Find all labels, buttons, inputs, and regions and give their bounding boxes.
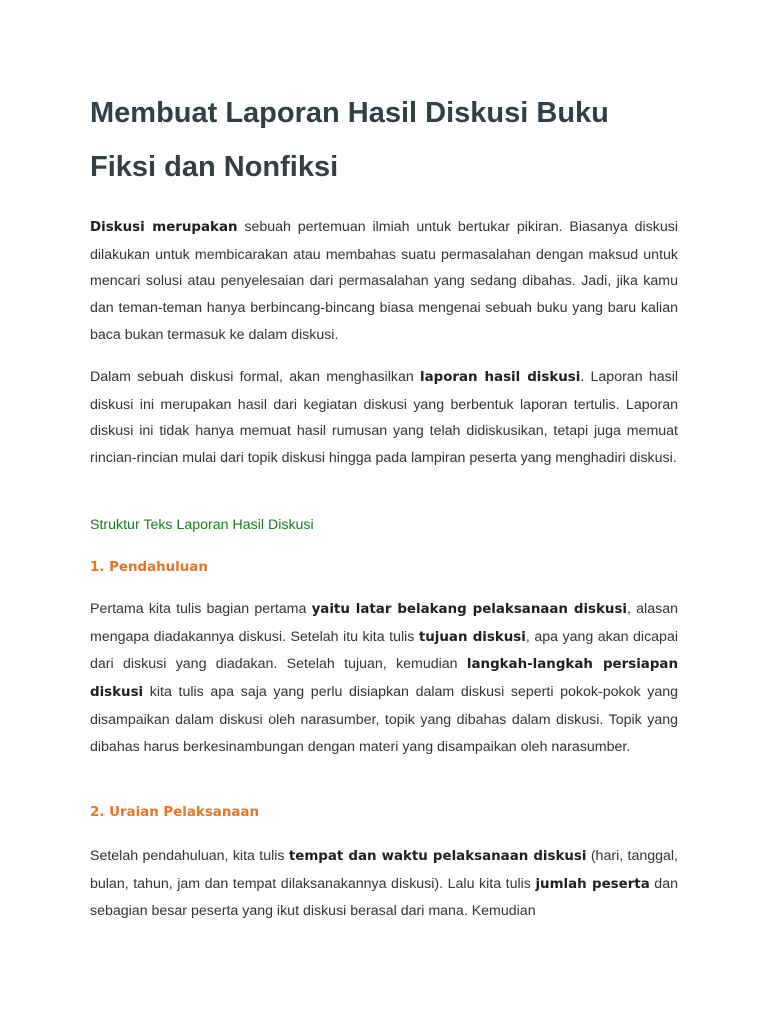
paragraph-text: , alasan mengapa diadakannya diskusi. Setelah itu kita tulis [90,601,678,645]
paragraph-diskusi-definition [90,214,678,349]
bold-term: jumlah peserta [535,876,650,892]
paragraph-uraian-pelaksanaan [90,843,678,925]
paragraph-text: sebuah pertemuan ilmiah untuk bertukar pikiran. Biasanya diskusi dilakukan untuk membicarakan atau membahas suatu permasalahan dengan maksud untuk mencari solusi atau penyelesaian dari permasalahan yang sedang dibahas. Jadi, jika kamu dan teman-teman hanya berbincang-bincang biasa mengenai sebuah buku yang baru kalian baca bukan termasuk ke dalam diskusi. [90,219,678,343]
paragraph-text: dan sebagian besar peserta yang ikut diskusi berasal dari mana. Kemudian [90,875,678,920]
paragraph-text: Setelah pendahuluan, kita tulis [90,848,289,864]
subheading-pendahuluan: 1. Pendahuluan [90,560,208,575]
bold-term: tempat dan waktu pelaksanaan diskusi [288,849,587,864]
paragraph-text: Dalam sebuah diskusi formal, akan menghasilkan [90,369,420,385]
bold-term: laporan hasil diskusi [419,370,581,385]
bold-term: Diskusi merupakan [90,220,238,235]
bold-term: yaitu latar belakang pelaksanaan diskusi [311,602,628,617]
bold-term: tujuan diskusi [418,629,526,645]
paragraph-text: Pertama kita tulis bagian pertama [90,601,312,617]
paragraph-text: . Laporan hasil diskusi ini merupakan hasil dari kegiatan diskusi yang berbentuk laporan tertulis. Laporan diskusi ini tidak hanya memuat hasil rumusan yang telah didiskusikan, tetapi juga memuat rincian-rincian mulai dari topik diskusi hingga pada lampiran peserta yang menghadiri diskusi. [90,369,678,467]
paragraph-text: (hari, tanggal, bulan, tahun, jam dan tempat dilaksanakannya diskusi). Lalu kita tulis [90,848,678,892]
paragraph-laporan-hasil-diskusi [90,364,678,472]
page-title: Membuat Laporan Hasil Diskusi Buku Fiksi dan Nonfiksi [90,97,609,183]
subheading-uraian-pelaksanaan: 2. Uraian Pelaksanaan [90,805,259,820]
section-heading-struktur: Struktur Teks Laporan Hasil Diskusi [90,517,314,533]
paragraph-text: , apa yang akan dicapai dari diskusi yang diadakan. Setelah tujuan, kemudian [90,628,678,673]
bold-term: langkah-langkah persiapan diskusi [90,657,678,701]
paragraph-text: kita tulis apa saja yang perlu disiapkan dalam diskusi seperti pokok-pokok yang disampaikan dalam diskusi oleh narasumber, topik yang dibahas dalam diskusi. Topik yang dibahas harus berkesinambungan dengan materi yang disampaikan oleh narasumber. [90,684,678,755]
paragraph-pendahuluan [90,596,678,760]
